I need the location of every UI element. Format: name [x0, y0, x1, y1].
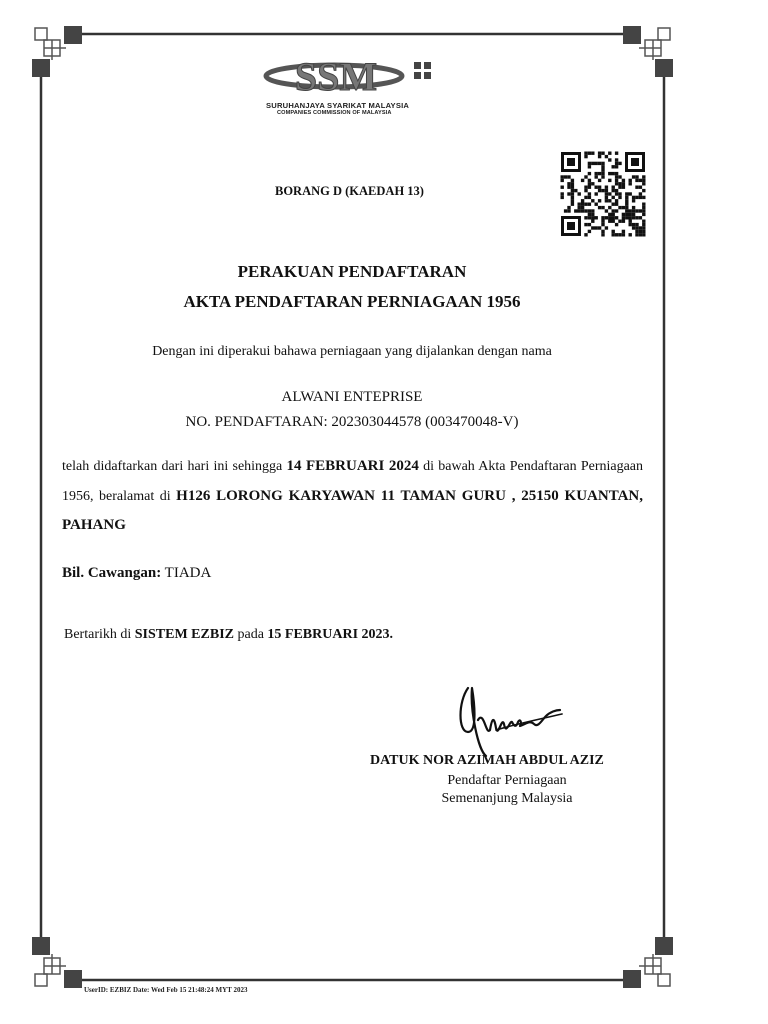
signatory-title: Pendaftar Perniagaan — [447, 773, 567, 788]
branch-value: TIADA — [161, 565, 212, 581]
qr-code — [559, 150, 647, 238]
registration-paragraph — [62, 452, 643, 541]
dated-mid: pada — [233, 627, 268, 642]
registration-number: NO. PENDAFTARAN: 202303044578 (003470048-V) — [185, 414, 519, 430]
corner-ornament-top-left — [32, 26, 82, 77]
handwritten-signature — [456, 680, 568, 762]
footer-stamp: UserID: EZBIZ Date: Wed Feb 15 21:48:24 MYT 2023 — [84, 986, 248, 994]
intro-text: Dengan ini diperakui bahawa perniagaan yang dijalankan dengan nama — [152, 344, 552, 359]
org-name-en: COMPANIES COMMISSION OF MALAYSIA — [277, 110, 392, 116]
signatory-region: Semenanjung Malaysia — [441, 791, 573, 806]
issue-statement — [64, 627, 393, 643]
signatory-name: DATUK NOR AZIMAH ABDUL AZIZ — [370, 753, 604, 768]
logo-letters: SSM — [294, 54, 378, 99]
business-name: ALWANI ENTEPRISE — [281, 389, 423, 405]
corner-ornament-bottom-left — [32, 937, 82, 988]
org-name: SURUHANJAYA SYARIKAT MALAYSIA — [266, 101, 410, 110]
branch-label: Bil. Cawangan: — [62, 565, 162, 581]
form-code: BORANG D (KAEDAH 13) — [275, 184, 424, 198]
corner-ornament-top-right — [623, 26, 673, 77]
business-address: H126 LORONG KARYAWAN 11 TAMAN GURU , 25150 KUANTAN, PAHANG — [62, 487, 644, 533]
certificate-title: PERAKUAN PENDAFTARAN — [237, 262, 467, 281]
branch-count — [62, 565, 211, 582]
paragraph-text-2: di bawah Akta Pendaftaran Perniagaan 1956, beralamat di — [62, 459, 644, 504]
expiry-date: 14 FEBRUARI 2024 — [286, 458, 419, 474]
paragraph-text-1: telah didaftarkan dari hari ini sehingga — [62, 459, 287, 474]
act-title: AKTA PENDAFTARAN PERNIAGAAN 1956 — [183, 292, 521, 311]
issuing-system: SISTEM EZBIZ — [134, 627, 234, 642]
issue-date: 15 FEBRUARI 2023. — [267, 627, 394, 642]
dated-prefix: Bertarikh di — [64, 627, 135, 642]
corner-ornament-bottom-right — [623, 937, 673, 988]
